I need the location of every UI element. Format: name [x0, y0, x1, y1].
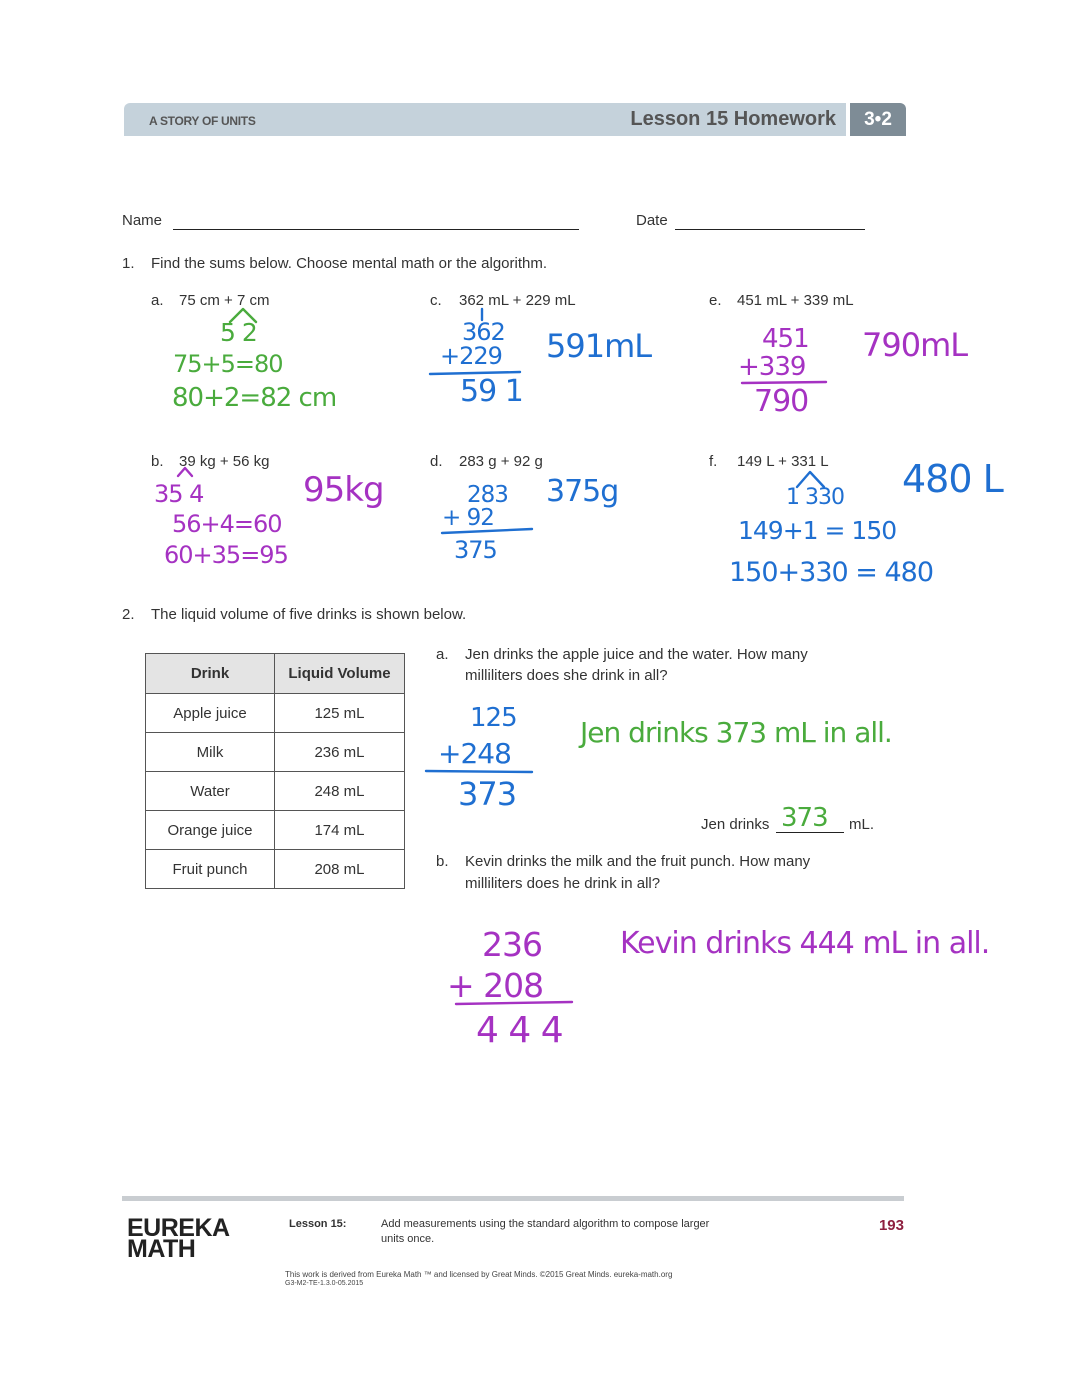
q2b-letter: b.	[436, 853, 449, 870]
q1d-work-sum: 375	[454, 536, 497, 564]
q1e-work-addend2: +339	[738, 352, 806, 382]
q2a-fill-prefix: Jen drinks	[701, 816, 770, 833]
table-row	[146, 694, 405, 733]
q1-number: 1.	[122, 255, 135, 272]
q1c-work-addend1: 362	[462, 318, 505, 346]
q1a-problem: 75 cm + 7 cm	[179, 292, 270, 309]
q1b-work-split: 35 4	[154, 480, 204, 508]
footer-lesson-label: Lesson 15:	[289, 1218, 347, 1230]
table-cell-volume: 208 mL	[275, 850, 405, 889]
q2b-text-line1: Kevin drinks the milk and the fruit punch. How many	[465, 853, 811, 870]
q1e-letter: e.	[709, 292, 722, 309]
table-row	[146, 733, 405, 772]
q1e-problem: 451 mL + 339 mL	[737, 292, 854, 309]
date-field[interactable]	[675, 229, 865, 230]
drinks-table	[145, 653, 405, 889]
table-header-volume: Liquid Volume	[275, 654, 405, 694]
q1a-work-step1: 75+5=80	[173, 350, 283, 378]
q1f-work-step2: 150+330 = 480	[729, 557, 934, 588]
table-header-row	[146, 654, 405, 694]
q2b-work-addend2: + 208	[447, 966, 544, 1005]
table-cell-drink: Orange juice	[146, 811, 275, 850]
q1c-work-addend2: +229	[440, 342, 502, 370]
q1c-answer: 591mL	[546, 327, 652, 365]
header-story-title: A STORY OF UNITS	[149, 114, 256, 128]
q2-prompt: The liquid volume of five drinks is shown below.	[151, 606, 467, 623]
q2b-work-sum: 4 4 4	[476, 1010, 563, 1051]
name-field[interactable]	[173, 229, 579, 230]
q2a-fill-answer: 373	[781, 803, 828, 833]
q1c-problem: 362 mL + 229 mL	[459, 292, 576, 309]
q1f-work-step1: 149+1 = 150	[738, 516, 897, 545]
q1d-work-addend1: 283	[467, 482, 508, 508]
q1f-problem: 149 L + 331 L	[737, 453, 829, 470]
header-grade-badge: 3•2	[850, 103, 906, 136]
footer-divider	[122, 1196, 904, 1201]
name-label: Name	[122, 212, 163, 229]
q1d-answer: 375g	[546, 474, 619, 509]
footer-description-line1: Add measurements using the standard algorithm to compose larger	[381, 1218, 710, 1230]
q2b-text-line2: milliliters does he drink in all?	[465, 875, 661, 892]
q2a-letter: a.	[436, 646, 449, 663]
q1e-answer: 790mL	[862, 326, 968, 364]
q2b-answer-sentence: Kevin drinks 444 mL in all.	[620, 926, 990, 961]
table-cell-drink: Apple juice	[146, 694, 275, 733]
table-row	[146, 811, 405, 850]
q1f-letter: f.	[709, 453, 718, 470]
table-cell-volume: 236 mL	[275, 733, 405, 772]
table-cell-drink: Water	[146, 772, 275, 811]
table-header-drink: Drink	[146, 654, 275, 694]
table-cell-volume: 174 mL	[275, 811, 405, 850]
q1c-work-sum: 59 1	[460, 374, 523, 409]
q1b-work-step2: 60+35=95	[164, 541, 288, 569]
q2a-text-line2: milliliters does she drink in all?	[465, 667, 668, 684]
table-row	[146, 850, 405, 889]
q1a-work-split: 5 2	[220, 318, 257, 347]
q1b-letter: b.	[151, 453, 164, 470]
q1e-sum-line	[742, 382, 826, 383]
q1f-answer: 480 L	[902, 457, 1003, 501]
table-cell-drink: Milk	[146, 733, 275, 772]
q1b-problem: 39 kg + 56 kg	[179, 453, 270, 470]
footer-description-line2: units once.	[381, 1233, 435, 1245]
q2a-answer-sentence: Jen drinks 373 mL in all.	[580, 716, 892, 749]
q1f-work-split: 1 330	[786, 485, 844, 510]
q1d-letter: d.	[430, 453, 443, 470]
header-lesson-title: Lesson 15 Homework	[630, 108, 836, 130]
q1e-work-sum: 790	[754, 384, 809, 419]
q2a-sum-line	[426, 771, 532, 772]
q2a-work-sum: 373	[458, 775, 517, 813]
q1b-work-step1: 56+4=60	[172, 510, 282, 538]
q1d-work-addend2: + 92	[442, 505, 494, 531]
q1b-answer: 95kg	[303, 470, 384, 510]
q2b-work-addend1: 236	[482, 925, 542, 964]
q1e-work-addend1: 451	[762, 324, 809, 354]
table-cell-volume: 248 mL	[275, 772, 405, 811]
q1a-letter: a.	[151, 292, 164, 309]
q2-number: 2.	[122, 606, 135, 623]
footer-credit: This work is derived from Eureka Math ™ and licensed by Great Minds. ©2015 Great Minds. eureka-math.org	[285, 1270, 673, 1279]
q2a-fill-suffix: mL.	[849, 816, 875, 833]
page-number: 193	[878, 1217, 904, 1234]
table-cell-volume: 125 mL	[275, 694, 405, 733]
logo-line1: EUREKA	[127, 1214, 230, 1242]
date-label: Date	[636, 212, 668, 229]
q1-prompt: Find the sums below. Choose mental math or the algorithm.	[151, 255, 548, 272]
footer-code: G3-M2-TE-1.3.0-05.2015	[285, 1280, 364, 1287]
q2a-text-line1: Jen drinks the apple juice and the water. How many	[465, 646, 808, 663]
q1c-letter: c.	[430, 292, 442, 309]
table-row	[146, 772, 405, 811]
q1a-work-step2: 80+2=82 cm	[172, 383, 337, 413]
q2a-work-addend2: +248	[438, 737, 511, 770]
eureka-math-logo	[127, 1214, 230, 1263]
table-cell-drink: Fruit punch	[146, 850, 275, 889]
logo-line2: MATH	[127, 1235, 196, 1263]
q1d-problem: 283 g + 92 g	[459, 453, 543, 470]
q2a-work-addend1: 125	[470, 703, 517, 733]
